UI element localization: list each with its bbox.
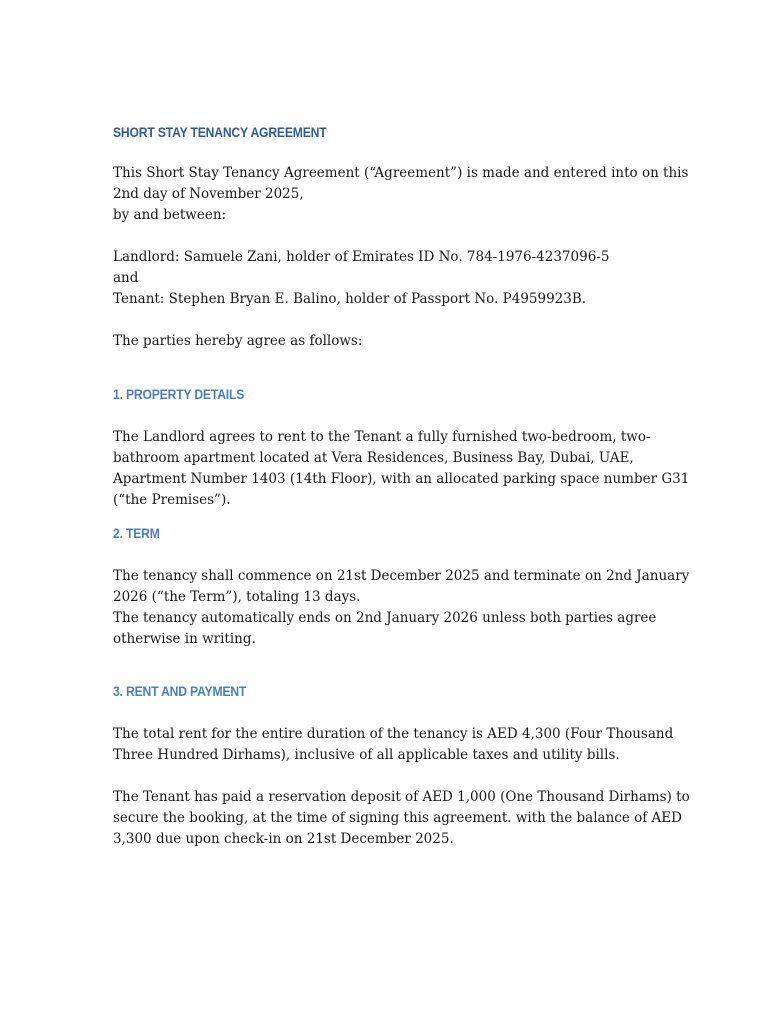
parties-block xyxy=(113,247,673,310)
intro-paragraph xyxy=(113,163,689,226)
document-title: SHORT STAY TENANCY AGREEMENT xyxy=(113,125,327,140)
paragraph-line: (“the Premises”). xyxy=(113,492,231,508)
paragraph-line: secure the booking, at the time of signing this agreement. with the balance of AED xyxy=(113,810,682,826)
paragraph-line: 3,300 due upon check-in on 21st December 2025. xyxy=(113,831,454,847)
paragraph-line: bathroom apartment located at Vera Residences, Business Bay, Dubai, UAE, xyxy=(113,450,634,466)
section-heading-term: 2. TERM xyxy=(113,526,160,541)
parties-connector: and xyxy=(113,270,139,286)
paragraph-line: otherwise in writing. xyxy=(113,631,256,647)
intro-line: by and between: xyxy=(113,207,227,223)
paragraph-line: The total rent for the entire duration of the tenancy is AED 4,300 (Four Thousand xyxy=(113,726,674,742)
paragraph-line: The Tenant has paid a reservation deposit of AED 1,000 (One Thousand Dirhams) to xyxy=(113,789,690,805)
paragraph-line: The tenancy shall commence on 21st December 2025 and terminate on 2nd January xyxy=(113,568,690,584)
paragraph-line: Apartment Number 1403 (14th Floor), with an allocated parking space number G31 xyxy=(113,471,690,487)
section-paragraph xyxy=(113,724,673,766)
paragraph-line: 2026 (“the Term”), totaling 13 days. xyxy=(113,589,361,605)
tenant-line: Tenant: Stephen Bryan E. Balino, holder of Passport No. P4959923B. xyxy=(113,291,587,307)
document-body xyxy=(113,122,690,850)
intro-line: 2nd day of November 2025, xyxy=(113,186,304,202)
landlord-line: Landlord: Samuele Zani, holder of Emirates ID No. 784-1976-4237096-5 xyxy=(113,249,610,265)
section-paragraph xyxy=(113,787,690,850)
intro-line: This Short Stay Tenancy Agreement (“Agreement”) is made and entered into on this xyxy=(113,165,689,181)
paragraph-line: The Landlord agrees to rent to the Tenant a fully furnished two-bedroom, two- xyxy=(113,429,651,445)
section-heading-rent-and-payment: 3. RENT AND PAYMENT xyxy=(113,684,247,699)
paragraph-line: Three Hundred Dirhams), inclusive of all applicable taxes and utility bills. xyxy=(113,747,620,763)
paragraph-line: The tenancy automatically ends on 2nd January 2026 unless both parties agree xyxy=(113,610,657,626)
agree-statement: The parties hereby agree as follows: xyxy=(113,333,363,349)
section-paragraph xyxy=(113,427,690,511)
section-paragraph xyxy=(113,566,690,650)
section-heading-property-details: 1. PROPERTY DETAILS xyxy=(113,387,245,402)
